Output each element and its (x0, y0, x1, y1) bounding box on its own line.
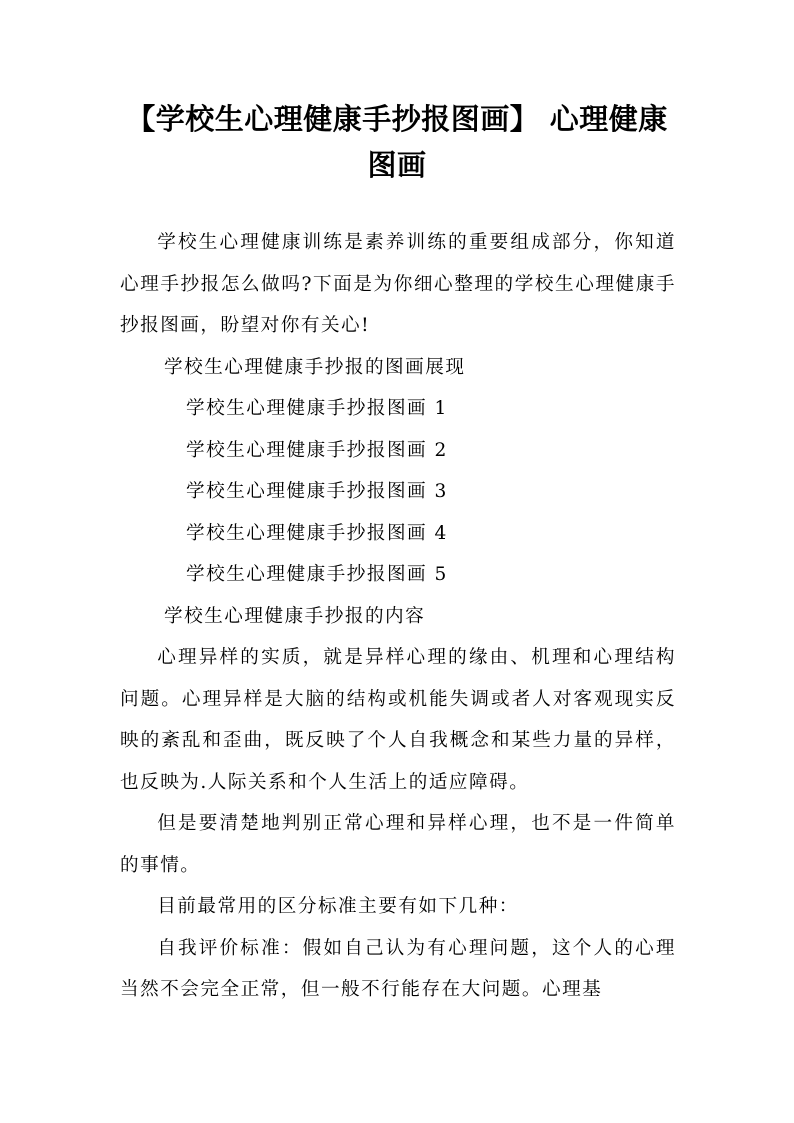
intro-paragraph: 学校生心理健康训练是素养训练的重要组成部分，你知道心理手抄报怎么做吗?下面是为你细心整理的学校生心理健康手抄报图画，盼望对你有关心! (120, 232, 676, 336)
section-heading-content: 学校生心理健康手抄报的内容 (164, 605, 426, 627)
image-caption-2: 学校生心理健康手抄报图画 2 (186, 439, 448, 461)
content-paragraph: 自我评价标准：假如自己认为有心理问题，这个人的心理当然不会完全正常，但一般不行能存在大问题。心理基 (120, 937, 676, 1000)
document-body (120, 222, 676, 1011)
document-title: 【学校生心理健康手抄报图画】 心理健康图画 (126, 102, 668, 182)
section-heading-images: 学校生心理健康手抄报的图画展现 (164, 356, 466, 378)
image-caption-5: 学校生心理健康手抄报图画 5 (186, 564, 448, 585)
content-paragraph: 目前最常用的区分标准主要有如下几种： (157, 896, 519, 917)
image-caption-4: 学校生心理健康手抄报图画 4 (186, 522, 448, 544)
image-caption-1: 学校生心理健康手抄报图画 1 (186, 398, 448, 419)
content-paragraph: 但是要清楚地判别正常心理和异样心理，也不是一件简单的事情。 (120, 813, 676, 876)
content-paragraph: 心理异样的实质，就是异样心理的缘由、机理和心理结构问题。心理异样是大脑的结构或机能失调或者人对客观现实反映的紊乱和歪曲，既反映了个人自我概念和某些力量的异样，也反映为.人际关系和个人生活上的适应障碍。 (120, 647, 676, 793)
image-caption-3: 学校生心理健康手抄报图画 3 (186, 481, 448, 502)
